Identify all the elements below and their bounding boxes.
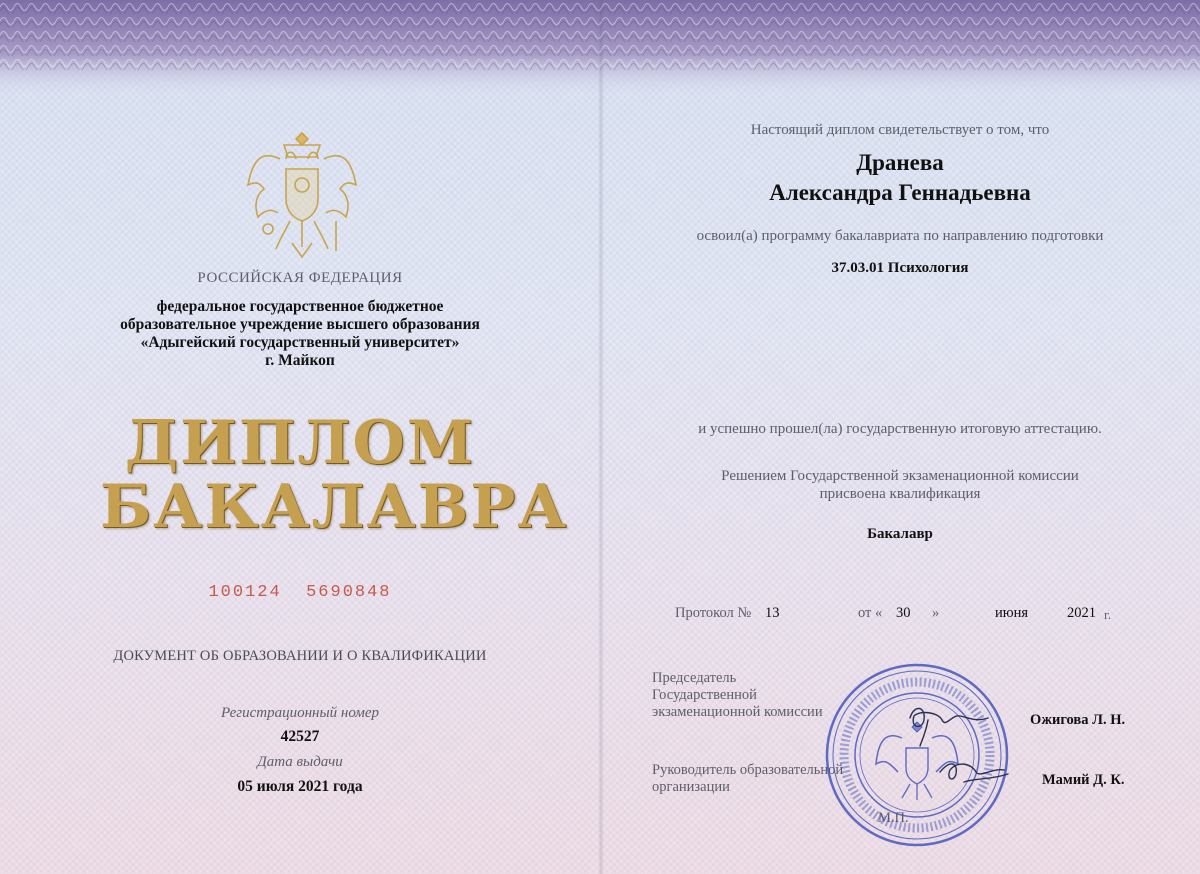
protocol-month: июня xyxy=(995,605,1029,621)
issue-date: 05 июля 2021 года xyxy=(237,778,363,795)
chair-label: экзаменационной комиссии xyxy=(652,704,823,720)
qualification-intro: присвоена квалификация xyxy=(819,486,981,502)
attestation-text: и успешно прошел(ла) государственную итоговую аттестацию. xyxy=(698,421,1102,437)
diploma-title-line2: БАКАЛАВРА xyxy=(100,472,569,542)
protocol-from: от « xyxy=(858,605,883,621)
russian-coat-of-arms-icon xyxy=(240,125,365,265)
stamp-place-label: М.П. xyxy=(878,810,909,826)
protocol-label: Протокол № xyxy=(675,605,752,621)
diploma-title-line1: ДИПЛОМ xyxy=(124,408,476,478)
institution-city: г. Майкоп xyxy=(265,352,335,369)
country-label: РОССИЙСКАЯ ФЕДЕРАЦИЯ xyxy=(197,270,403,286)
institution-line: федеральное государственное бюджетное xyxy=(156,298,444,315)
handwritten-signature xyxy=(880,690,1020,800)
protocol-year: 2021 xyxy=(1067,605,1096,621)
protocol-day: 30 xyxy=(896,605,911,621)
registration-label: Регистрационный номер xyxy=(220,705,379,721)
chair-label: Председатель xyxy=(652,670,737,686)
institution-line: образовательное учреждение высшего образования xyxy=(120,316,480,333)
head-name: Мамий Д. К. xyxy=(1042,772,1125,788)
head-label: Руководитель образовательной xyxy=(652,762,844,778)
qualification: Бакалавр xyxy=(867,526,933,542)
protocol-year-suffix: г. xyxy=(1104,607,1112,622)
certifies-text: Настоящий диплом свидетельствует о том, что xyxy=(750,122,1050,138)
institution-name: «Адыгейский государственный университет» xyxy=(140,334,460,351)
commission-text: Решением Государственной экзаменационной комиссии xyxy=(721,468,1079,484)
program-intro: освоил(а) программу бакалавриата по направлению подготовки xyxy=(696,228,1104,244)
chair-label: Государственной xyxy=(652,687,757,703)
center-fold xyxy=(598,0,604,874)
head-label: организации xyxy=(652,779,730,795)
chair-name: Ожигова Л. Н. xyxy=(1030,712,1126,728)
protocol-number: 13 xyxy=(765,605,780,621)
document-type: ДОКУМЕНТ ОБ ОБРАЗОВАНИИ И О КВАЛИФИКАЦИИ xyxy=(113,648,487,664)
program-name: 37.03.01 Психология xyxy=(831,260,969,276)
graduate-surname: Дранева xyxy=(856,150,944,175)
graduate-given-names: Александра Геннадьевна xyxy=(769,180,1031,205)
protocol-quote: » xyxy=(932,605,940,621)
serial-number: 100124 5690848 xyxy=(208,583,392,602)
registration-number: 42527 xyxy=(280,728,320,745)
issue-date-label: Дата выдачи xyxy=(257,754,343,770)
